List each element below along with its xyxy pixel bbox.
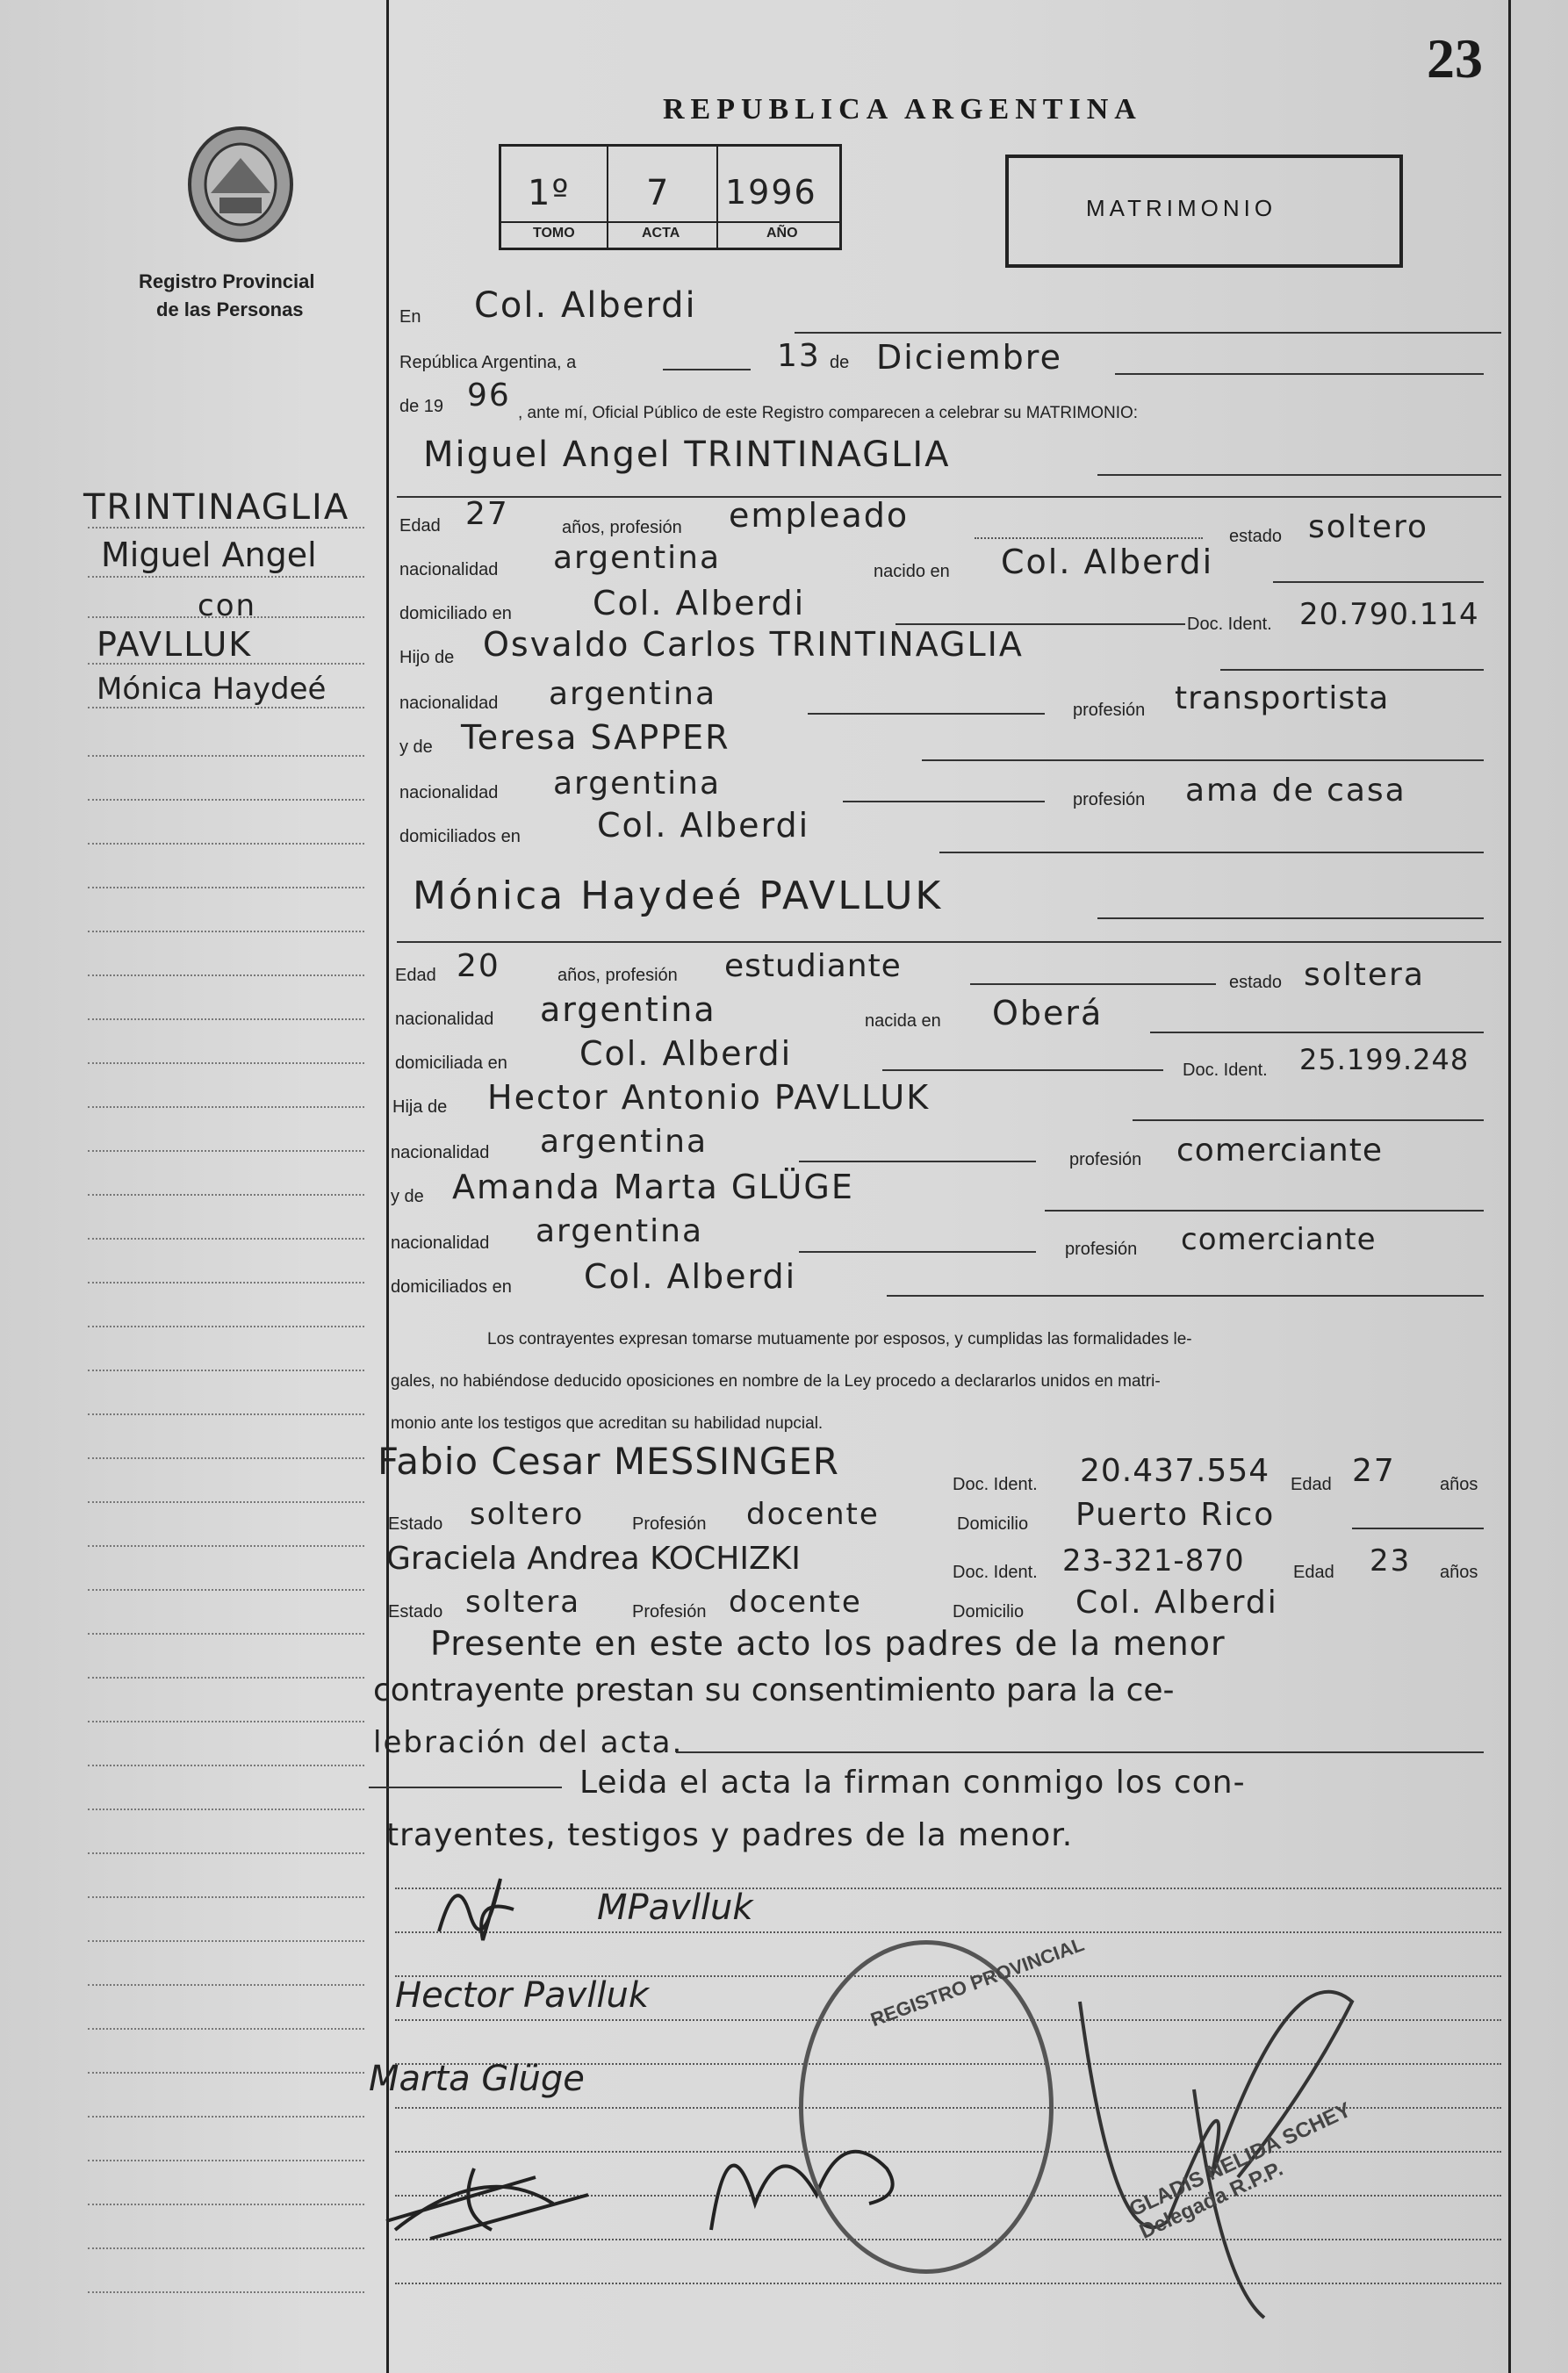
groom-nationality: argentina [553, 540, 722, 576]
bride-mother-nat-label: nacionalidad [391, 1233, 490, 1253]
notes-line1: Presente en este acto los padres de la menor [430, 1624, 1226, 1663]
groom-estado: soltero [1308, 509, 1429, 545]
tomo-value: 1º [528, 173, 571, 213]
bride-edad-label: Edad [395, 966, 436, 985]
notes-line4: Leida el acta la firman conmigo los con- [579, 1765, 1246, 1801]
groom-mother-nat-label: nacionalidad [399, 783, 499, 802]
month-value: Diciembre [876, 338, 1062, 377]
groom-doc-label: Doc. Ident. [1187, 615, 1272, 634]
bride-mother-prof-label: profesión [1065, 1240, 1138, 1259]
groom-parents-dom: Col. Alberdi [597, 806, 810, 845]
signature-bride-mother: Marta Glüge [369, 2059, 585, 2099]
notes-line5: trayentes, testigos y padres de la menor. [386, 1817, 1074, 1853]
bride-name: Mónica Haydeé PAVLLUK [413, 874, 944, 918]
witness2-dom: Col. Alberdi [1075, 1585, 1278, 1621]
groom-father-prof: transportista [1175, 680, 1390, 716]
notes-line3: lebración del acta. [373, 1725, 684, 1760]
witness1-dom-label: Domicilio [957, 1514, 1029, 1534]
registry-seal-stamp [799, 1932, 1088, 2274]
tomo-acta-ano-box [499, 144, 842, 250]
bride-mother-prof: comerciante [1181, 1222, 1377, 1257]
acta-value: 7 [646, 173, 671, 213]
bride-birthplace: Oberá [992, 994, 1104, 1032]
bride-domicile: Col. Alberdi [579, 1034, 793, 1073]
groom-estado-label: estado [1229, 527, 1283, 546]
tomo-label: TOMO [533, 226, 575, 241]
place-value: Col. Alberdi [474, 285, 697, 326]
groom-name: Miguel Angel TRINTINAGLIA [423, 435, 951, 475]
margin-bride-surname: PAVLLUK [97, 625, 253, 664]
bride-dom-label: domiciliada en [395, 1053, 507, 1073]
bride-nationality: argentina [540, 990, 716, 1029]
witness2-name: Graciela Andrea KOCHIZKI [386, 1541, 801, 1577]
ano-value: 1996 [725, 173, 817, 212]
groom-mother: Teresa SAPPER [461, 718, 730, 757]
bride-father-prof: comerciante [1176, 1133, 1383, 1169]
witness2-doc-label: Doc. Ident. [953, 1563, 1038, 1582]
groom-profession: empleado [729, 496, 910, 535]
bride-estado: soltera [1304, 957, 1425, 993]
groom-domicile: Col. Alberdi [593, 584, 806, 622]
record-type-box [1005, 155, 1403, 268]
ano-label: AÑO [766, 226, 798, 241]
declaration-line3: monio ante los testigos que acreditan su habilidad nupcial. [391, 1414, 824, 1433]
registry-title-line1: Registro Provincial [139, 270, 315, 292]
bride-father-prof-label: profesión [1069, 1150, 1142, 1169]
witness2-doc: 23-321-870 [1062, 1543, 1245, 1578]
groom-mother-prof-label: profesión [1073, 790, 1146, 809]
bride-nacida-label: nacida en [865, 1011, 941, 1031]
witness1-anos-label: años [1440, 1475, 1478, 1494]
witness1-name: Fabio Cesar MESSINGER [378, 1440, 839, 1483]
acta-label: ACTA [642, 226, 680, 241]
bride-mother-nat: argentina [536, 1213, 704, 1249]
groom-hijo-label: Hijo de [399, 648, 455, 667]
margin-con: con [198, 588, 257, 623]
bride-profession: estudiante [724, 948, 902, 984]
bride-hija-label: Hija de [392, 1097, 448, 1117]
witness2-anos-label: años [1440, 1563, 1478, 1582]
bride-anos-profesion-label: años, profesión [557, 966, 678, 985]
signature-bride: MPavlluk [597, 1888, 753, 1928]
witness2-age: 23 [1370, 1543, 1412, 1578]
registry-seal-text: REGISTRO PROVINCIAL [867, 1932, 1088, 2031]
bride-father: Hector Antonio PAVLLUK [487, 1078, 931, 1117]
witness2-dom-label: Domicilio [953, 1602, 1025, 1622]
bride-estado-label: estado [1229, 973, 1283, 992]
margin-groom-surname: TRINTINAGLIA [83, 487, 350, 528]
groom-yde-label: y de [399, 737, 433, 757]
groom-birthplace: Col. Alberdi [1001, 543, 1214, 581]
intro-text: , ante mí, Oficial Público de este Registro comparecen a celebrar su MATRIMONIO: [518, 404, 1139, 422]
signature-bride-father: Hector Pavlluk [395, 1975, 650, 2016]
bride-yde-label: y de [391, 1187, 424, 1206]
de-label: de [830, 353, 850, 372]
notes-line2: contrayente prestan su consentimiento para la ce- [373, 1672, 1175, 1708]
groom-nacido-label: nacido en [874, 562, 950, 581]
declaration-line2: gales, no habiéndose deducido oposiciones en nombre de la Ley procedo a declararlos unidos en matri- [391, 1372, 1161, 1391]
groom-parents-dom-label: domiciliados en [399, 827, 521, 846]
declaration-line1: Los contrayentes expresan tomarse mutuamente por esposos, y cumplidas las formalidades le- [487, 1330, 1192, 1348]
bride-nat-label: nacionalidad [395, 1010, 494, 1029]
witness2-prof-label: Profesión [632, 1602, 707, 1622]
margin-divider [386, 0, 389, 2373]
bride-father-nat: argentina [540, 1124, 708, 1160]
groom-father-nat: argentina [549, 676, 717, 712]
witness1-estado: soltero [470, 1497, 585, 1532]
groom-doc: 20.790.114 [1299, 597, 1479, 632]
witness1-dom: Puerto Rico [1075, 1497, 1276, 1533]
bride-father-nat-label: nacionalidad [391, 1143, 490, 1162]
groom-father-nat-label: nacionalidad [399, 694, 499, 713]
witness1-doc: 20.437.554 [1080, 1453, 1270, 1489]
witness1-estado-label: Estado [388, 1514, 443, 1534]
republic-label: República Argentina, a [399, 353, 577, 372]
bride-parents-dom: Col. Alberdi [584, 1257, 797, 1296]
witness2-edad-label: Edad [1293, 1563, 1334, 1582]
groom-dom-label: domiciliado en [399, 604, 512, 623]
groom-father: Osvaldo Carlos TRINTINAGLIA [483, 625, 1024, 664]
witness1-doc-label: Doc. Ident. [953, 1475, 1038, 1494]
bride-age: 20 [457, 948, 500, 984]
groom-nat-label: nacionalidad [399, 560, 499, 579]
official-stamp: GLADIS NELIDA SCHEY Delegada R.P.P. [1126, 2097, 1355, 2244]
bride-mother: Amanda Marta GLÜGE [452, 1168, 854, 1206]
margin-groom-name: Miguel Angel [101, 536, 317, 574]
bride-doc: 25.199.248 [1299, 1043, 1470, 1076]
groom-age: 27 [465, 496, 509, 532]
witness1-age: 27 [1352, 1453, 1396, 1489]
margin-bride-name: Mónica Haydeé [97, 672, 327, 707]
witness1-prof-label: Profesión [632, 1514, 707, 1534]
record-type: MATRIMONIO [1086, 195, 1277, 221]
groom-edad-label: Edad [399, 516, 441, 536]
witness2-estado: soltera [465, 1585, 581, 1620]
year-suffix: 96 [467, 378, 511, 413]
bride-doc-label: Doc. Ident. [1183, 1061, 1268, 1080]
en-label: En [399, 307, 421, 327]
witness2-prof: docente [729, 1585, 862, 1620]
registry-title-line2: de las Personas [156, 298, 304, 320]
witness1-prof: docente [746, 1497, 880, 1532]
witness1-edad-label: Edad [1291, 1475, 1332, 1494]
right-border [1508, 0, 1511, 2373]
year-prefix: de 19 [399, 397, 444, 416]
signature-witness1 [378, 2142, 597, 2247]
country-title: REPUBLICA ARGENTINA [663, 93, 1142, 126]
groom-anos-profesion-label: años, profesión [562, 518, 682, 537]
day-value: 13 [777, 338, 821, 374]
bride-parents-dom-label: domiciliados en [391, 1277, 512, 1297]
groom-mother-prof: ama de casa [1185, 773, 1406, 809]
witness2-estado-label: Estado [388, 1602, 443, 1622]
signature-groom [430, 1861, 527, 1949]
groom-father-prof-label: profesión [1073, 701, 1146, 720]
coat-of-arms-icon [184, 123, 297, 246]
groom-mother-nat: argentina [553, 766, 722, 802]
page-number: 23 [1427, 27, 1483, 90]
